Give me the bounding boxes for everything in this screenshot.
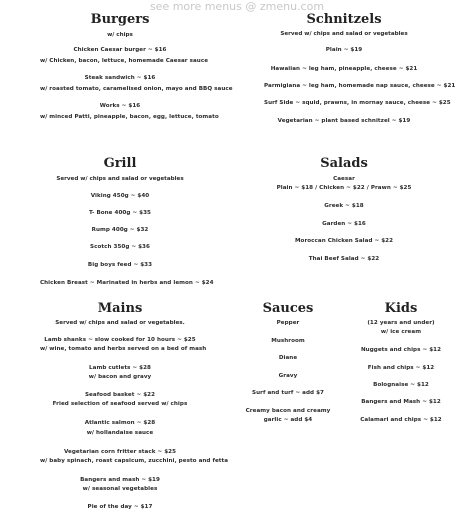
menu-item: Pie of the day ~ $17 [87,504,153,510]
menu-item-description: w/ minced Patti, pineapple, bacon, egg, lettuce, tomato [40,114,219,120]
menu-item: Moroccan Chicken Salad ~ $22 [294,238,394,244]
menu-item-description: w/ hollandaise sauce [86,430,154,436]
salads-title: Salads [320,156,368,171]
menu-item: Pepper [276,320,300,326]
menu-item: Scotch 350g ~ $36 [90,244,150,250]
menu-item: Calamari and chips ~ $12 [360,417,442,423]
menu-item: Surf Side ~ squid, prawns, in mornay sauce, cheese ~ $25 [264,100,451,106]
menu-item: Bolognaise ~ $12 [373,382,429,388]
menu-item: Vegetarian ~ plant based schnitzel ~ $19 [277,118,411,124]
menu-item: Viking 450g ~ $40 [90,193,150,199]
menu-item-description: w/ roasted tomato, caramelised onion, mayo and BBQ sauce [40,86,233,92]
menu-item: Big boys feed ~ $33 [87,262,153,268]
menu-item: Caesar [333,176,355,182]
menu-item: Fish and chips ~ $12 [367,365,435,371]
menu-item: Thai Beef Salad ~ $22 [308,256,380,262]
menu-item: Hawaiian ~ leg ham, pineapple, cheese ~ $21 [270,66,418,72]
schnitzels-subtitle: Served w/ chips and salad or vegetables [280,31,408,37]
menu-item-description: w/ seasonal vegetables [82,486,158,492]
kids-age-note: (12 years and under) [367,320,435,326]
schnitzels-title: Schnitzels [306,12,382,27]
watermark-text: see more menus @ zmenu.com [149,0,325,13]
menu-item: Seafood basket ~ $22 [84,392,156,398]
menu-item: Works ~ $16 [99,103,141,109]
menu-item: Lamb shanks ~ slow cooked for 10 hours ~ $25 [44,337,196,343]
menu-item: Diane [278,355,298,361]
menu-item: Plain ~ $18 / Chicken ~ $22 / Prawn ~ $25 [276,185,412,191]
kids-title: Kids [384,301,418,316]
menu-item: Rump 400g ~ $32 [91,227,149,233]
menu-item: Chicken Breast ~ Marinated in herbs and lemon ~ $24 [40,280,214,286]
menu-item-description: w/ wine, tomato and herbs served on a bed of mash [40,346,207,352]
menu-item: Steak sandwich ~ $16 [84,75,156,81]
burgers-title: Burgers [90,12,150,27]
menu-item-description: w/ baby spinach, roast capsicum, zucchini, pesto and fetta [40,458,229,464]
menu-item: Parmigiana ~ leg ham, homemade nap sauce, cheese ~ $21 [264,83,456,89]
menu-item: Chicken Caesar burger ~ $16 [73,47,167,53]
mains-subtitle: Served w/ chips and salad or vegetables. [55,320,185,326]
menu-item: Bangers and mash ~ $19 [80,477,160,483]
menu-item: Vegetarian corn fritter stack ~ $25 [63,449,177,455]
burgers-subtitle: w/ chips [107,32,133,38]
menu-item: garlic ~ add $4 [263,417,313,423]
menu-item: Bangers and Mash ~ $12 [361,399,441,405]
menu-item: Atlantic salmon ~ $28 [84,420,156,426]
menu-item: Creamy bacon and creamy [245,408,331,414]
menu-item-description: w/ bacon and gravy [88,374,152,380]
menu-item: Greek ~ $18 [324,203,364,209]
menu-item: Gravy [278,373,298,379]
grill-subtitle: Served w/ chips and salad or vegetables [56,176,184,182]
menu-item: Nuggets and chips ~ $12 [360,347,442,353]
menu-item: T- Bone 400g ~ $35 [89,210,151,216]
menu-item: Lamb cutlets ~ $28 [89,365,151,371]
menu-item-description: Fried selection of seafood served w/ chips [52,401,188,407]
menu-item: Surf and turf ~ add $7 [252,390,324,396]
menu-item: Garden ~ $16 [322,221,366,227]
grill-title: Grill [103,156,137,171]
kids-subtitle: w/ ice cream [380,329,422,335]
menu-item: Mushroom [271,338,305,344]
sauces-title: Sauces [262,301,314,316]
menu-item-description: w/ Chicken, bacon, lettuce, homemade Caesar sauce [40,58,209,64]
menu-item: Plain ~ $19 [325,47,363,53]
mains-title: Mains [97,301,143,316]
